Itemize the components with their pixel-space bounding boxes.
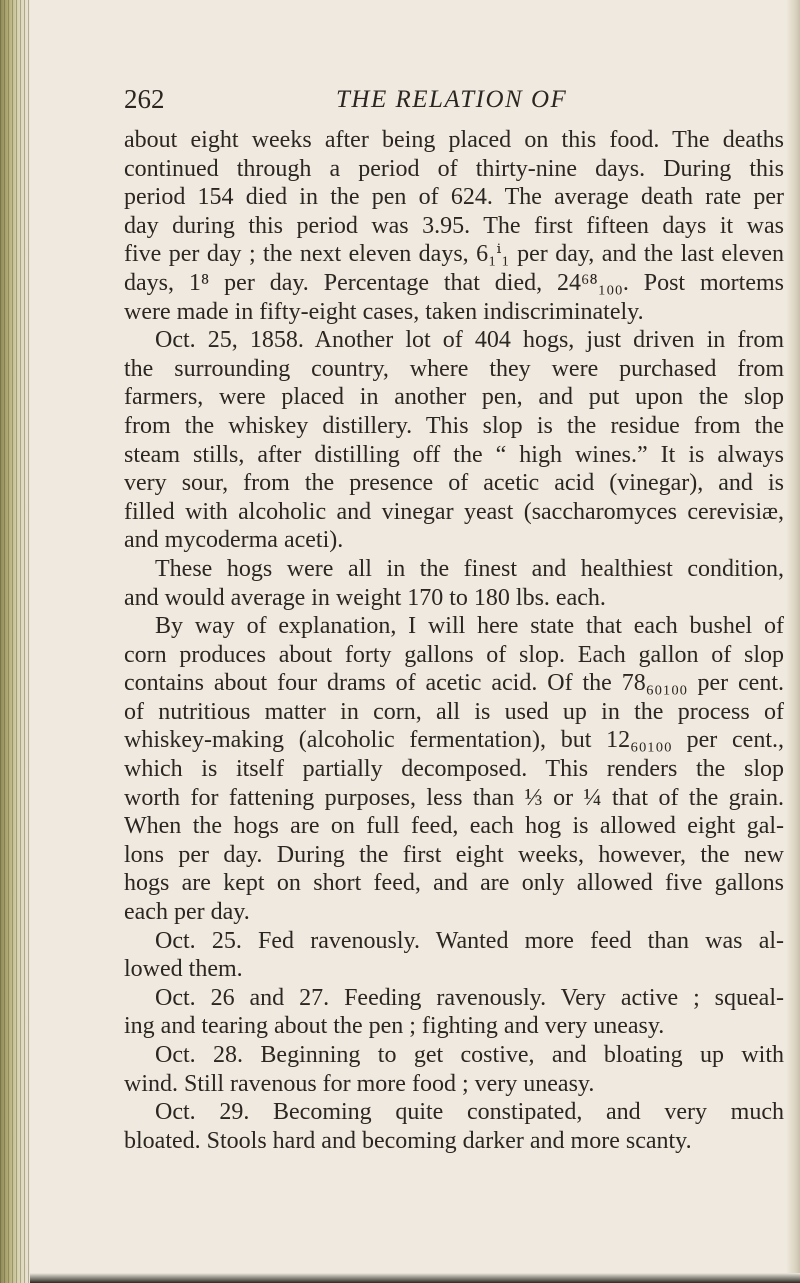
- text-line: and would average in weight 170 to 180 lbs. each.: [124, 584, 606, 611]
- text-line: wind. Still ravenous for more food ; very uneasy.: [124, 1070, 595, 1097]
- text-line: days, 1⁸ per day. Percentage that died, 24⁶⁸₁₀₀. Post mortems: [124, 269, 784, 296]
- text-line: were made in fifty-eight cases, taken indiscriminately.: [124, 298, 644, 325]
- running-head: THE RELATION OF: [336, 86, 568, 113]
- text-line: hogs are kept on short feed, and are only allowed five gallons: [124, 870, 784, 897]
- text-line: Oct. 29. Becoming quite constipated, and very much: [155, 1099, 784, 1126]
- text-line: Oct. 28. Beginning to get costive, and bloating up with: [155, 1042, 784, 1068]
- text-line: period 154 died in the pen of 624. The average death rate per: [124, 184, 784, 211]
- text-line: the surrounding country, where they were purchased from: [124, 355, 784, 382]
- text-line: very sour, from the presence of acetic acid (vinegar), and is: [124, 470, 784, 497]
- text-line: farmers, were placed in another pen, and put upon the slop: [124, 384, 784, 411]
- text-line: By way of explanation, I will here state that each bushel of: [155, 613, 784, 640]
- body-text: [124, 126, 784, 1155]
- text-line: corn produces about forty gallons of slop. Each gallon of slop: [124, 641, 784, 668]
- text-line: of nutritious matter in corn, all is used up in the process of: [124, 698, 784, 725]
- text-line: each per day.: [124, 899, 250, 926]
- text-line: Oct. 25. Fed ravenously. Wanted more feed than was al-: [155, 927, 784, 954]
- text-line: Oct. 26 and 27. Feeding ravenously. Very active ; squeal-: [155, 984, 784, 1011]
- text-line: day during this period was 3.95. The first fifteen days it was: [124, 212, 784, 239]
- text-line: which is itself partially decomposed. This renders the slop: [124, 756, 784, 783]
- text-line: and mycoderma aceti).: [124, 527, 344, 554]
- text-line: ing and tearing about the pen ; fighting and very uneasy.: [124, 1013, 665, 1040]
- text-line: five per day ; the next eleven days, 6₁ⁱ₁ per day, and the last eleven: [124, 241, 784, 268]
- text-line: about eight weeks after being placed on this food. The deaths: [124, 127, 784, 153]
- text-line: steam stills, after distilling off the “ high wines.” It is always: [124, 441, 784, 468]
- book-spine-shadow: [0, 0, 30, 1283]
- text-line: contains about four drams of acetic acid. Of the 78₆₀₁₀₀ per cent.: [124, 670, 784, 697]
- page-header: [124, 84, 784, 114]
- text-line: When the hogs are on full feed, each hog is allowed eight gal-: [124, 813, 784, 840]
- page-number: 262: [124, 84, 165, 114]
- page-edge-bottom: [30, 1273, 800, 1283]
- text-line: continued through a period of thirty-nine days. During this: [124, 155, 784, 182]
- text-line: lowed them.: [124, 956, 243, 983]
- text-line: whiskey-making (alcoholic fermentation), but 12₆₀₁₀₀ per cent.,: [124, 727, 784, 754]
- text-line: bloated. Stools hard and becoming darker and more scanty.: [124, 1127, 692, 1154]
- text-line: Oct. 25, 1858. Another lot of 404 hogs, just driven in from: [155, 327, 784, 354]
- text-line: lons per day. During the first eight weeks, however, the new: [124, 841, 784, 868]
- page-edge-right: [786, 0, 800, 1283]
- text-line: from the whiskey distillery. This slop is the residue from the: [124, 412, 784, 439]
- text-line: filled with alcoholic and vinegar yeast (saccharomyces cerevisiæ,: [124, 498, 784, 525]
- text-line: worth for fattening purposes, less than ⅓ or ¼ that of the grain.: [124, 784, 784, 811]
- text-line: These hogs were all in the finest and healthiest condition,: [155, 555, 784, 582]
